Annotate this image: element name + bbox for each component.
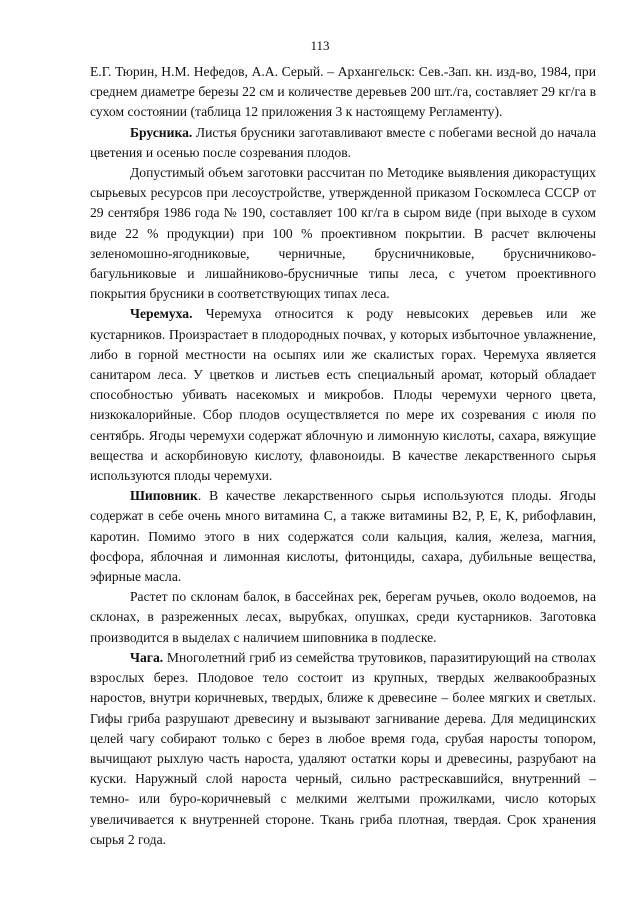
page-number: 113	[310, 38, 330, 53]
paragraph-text: Е.Г. Тюрин, Н.М. Нефедов, А.А. Серый. – Архангельск: Сев.-Зап. кн. изд-во, 1984, при среднем диаметре березы 22 см и количестве деревьев 200 шт./га, составляет 29 кг/га в сухом состоянии (таблица 12 приложения 3 к настоящему Регламенту).	[90, 64, 596, 120]
paragraph-birch-source	[90, 62, 596, 123]
term-rosehip: Шиповник	[130, 488, 198, 504]
paragraph-harvest-volume	[90, 163, 596, 304]
paragraph-lingonberry	[90, 123, 596, 163]
paragraph-rosehip	[90, 486, 596, 587]
paragraph-chaga	[90, 648, 596, 850]
paragraph-text: . В качестве лекарственного сырья используются плоды. Ягоды содержат в себе очень много витамина С, а также витамины В2, Р, Е, К, рибофлавин, каротин. Помимо этого в них содержатся соли кальция, калия, железа, магния, фосфора, яблочная и лимонная кислоты, фитонциды, сахара, дубильные вещества, эфирные масла.	[90, 488, 596, 585]
paragraph-text: Растет по склонам балок, в бассейнах рек, берегам ручьев, около водоемов, на склонах, в разреженных лесах, вырубках, опушках, среди кустарников. Заготовка производится в выделах с наличием шиповника в подлеске.	[90, 589, 596, 645]
page-body	[90, 62, 596, 850]
paragraph-bird-cherry	[90, 304, 596, 486]
paragraph-text: Листья брусники заготавливают вместе с побегами весной до начала цветения и осенью после созревания плодов.	[90, 124, 596, 160]
paragraph-text: Многолетний гриб из семейства трутовиков, паразитирующий на стволах взрослых берез. Плодовое тело состоит из крупных, твердых желвакообразных наростов, внутри коричневых, твердых, ближе к древесине – более мягких и светлых. Гифы гриба разрушают древесину и вызывают загнивание дерева. Для медицинских целей чагу собирают только с берез в любое время года, срубая наросты топором, вычищают рыхлую часть нароста, удаляют остатки коры и древесины, разрубают на куски. Наружный слой нароста черный, сильно растрескавшийся, внутренний – темно- или буро-коричневый с мелкими желтыми прожилками, число которых увеличивается к внутренней стороне. Ткань гриба плотная, твердая. Срок хранения сырья 2 года.	[90, 649, 596, 847]
term-chaga: Чага.	[130, 649, 164, 665]
term-lingonberry: Брусника.	[130, 124, 193, 140]
term-bird-cherry: Черемуха.	[130, 306, 193, 322]
paragraph-text: Допустимый объем заготовки рассчитан по Методике выявления дикорастущих сырьевых ресурсов при лесоустройстве, утвержденной приказом Госкомлеса СССР от 29 сентября 1986 года № 190, составляет 100 кг/га в сыром виде (при выходе в сухом виде 22 % продукции) при 100 % проективном покрытии. В расчет включены зеленомошно-ягодниковые, черничные, брусничниковые, брусничниково-багульниковые и лишайниково-брусничные типы леса, с учетом проективного покрытия брусники в соответствующих типах леса.	[90, 165, 596, 302]
paragraph-text: Черемуха относится к роду невысоких деревьев или же кустарников. Произрастает в плодородных почвах, у которых избыточное увлажнение, либо в горной местности на осыпях или же скалистых горах. Черемуха является санитаром леса. У цветков и листьев есть специальный аромат, который обладает способностью убивать насекомых и микробов. Плоды черемухи черного цвета, низкокалорийные. Сбор плодов осуществляется по мере их созревания с июля по сентябрь. Ягоды черемухи содержат яблочную и лимонную кислоты, сахара, вяжущие вещества и аскорбиновую кислоту, флавоноиды. В качестве лекарственного сырья используются плоды черемухи.	[90, 306, 596, 484]
paragraph-rosehip-habitat	[90, 587, 596, 648]
